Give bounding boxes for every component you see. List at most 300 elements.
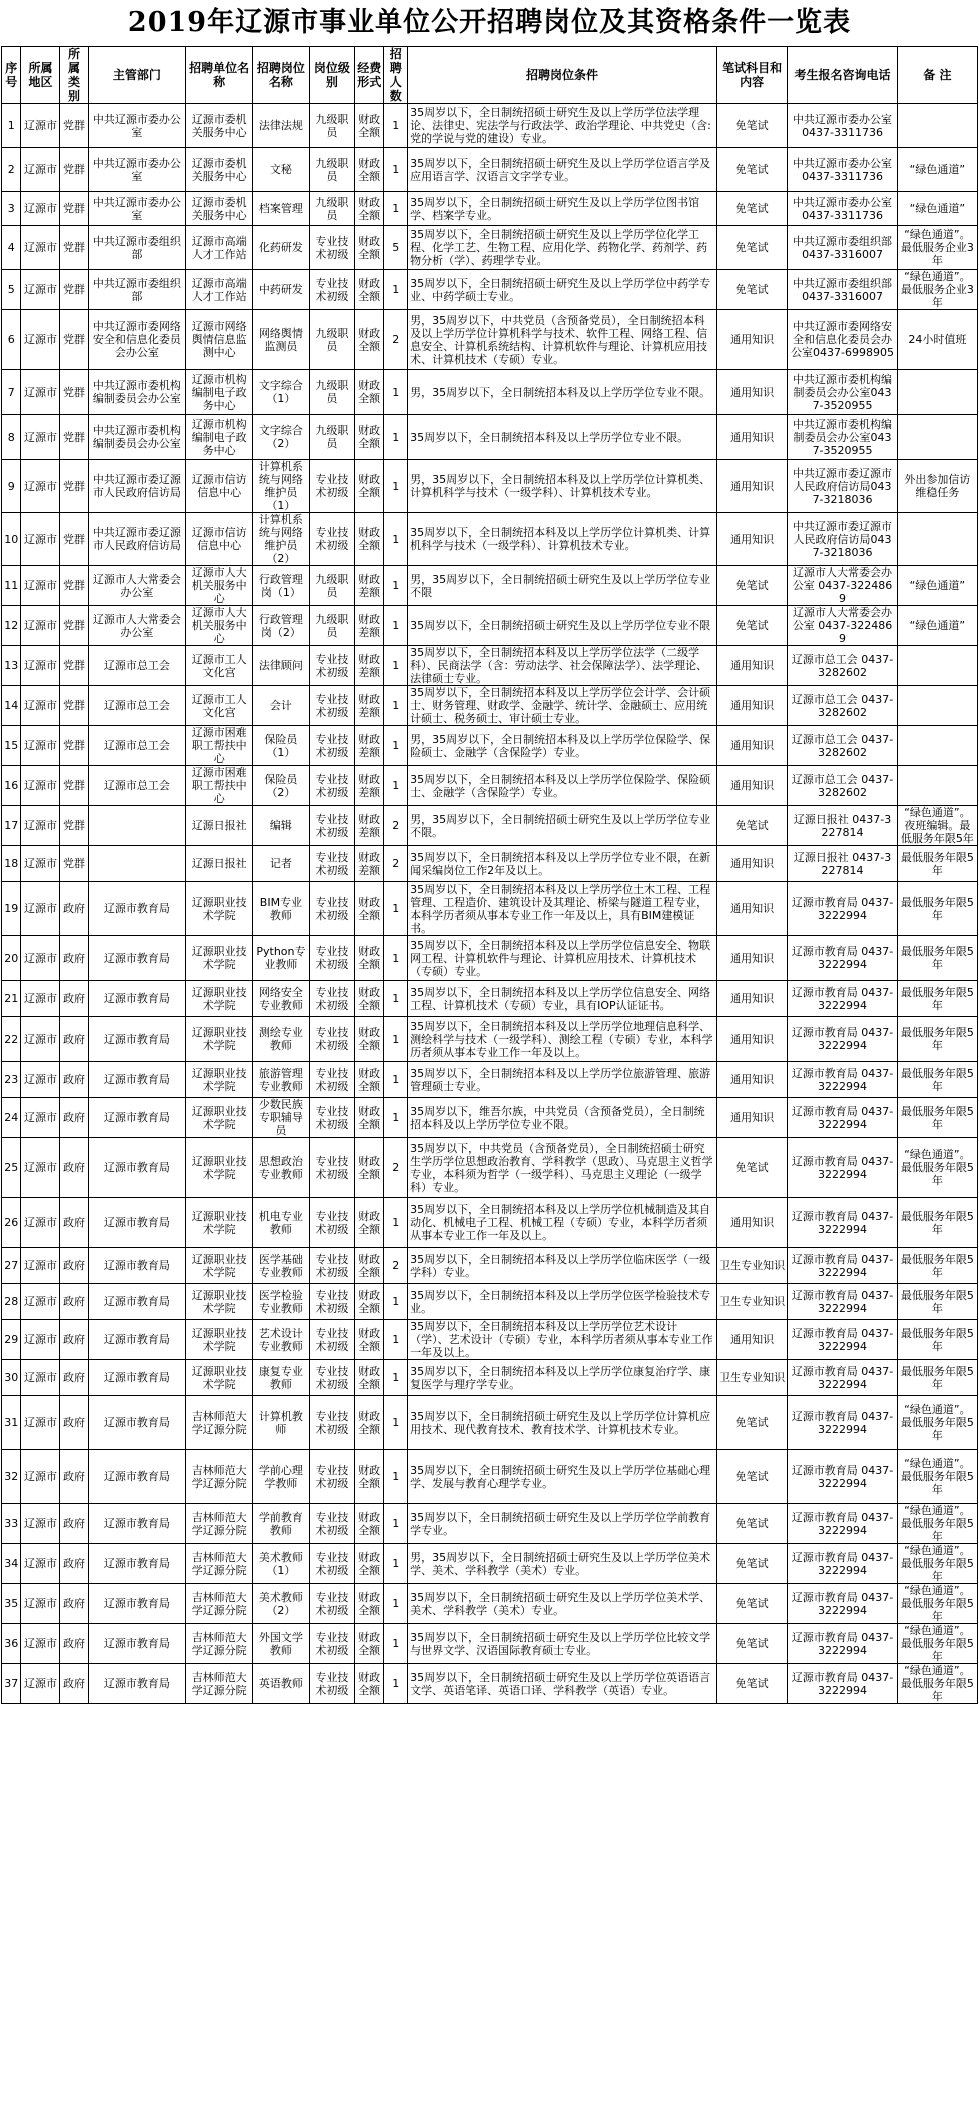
cell-level: 专业技术初级 <box>309 513 354 566</box>
cell-count: 1 <box>384 882 408 936</box>
cell-level: 专业技术初级 <box>309 726 354 766</box>
cell-seq: 32 <box>2 1450 21 1504</box>
cell-category: 政府 <box>60 882 88 936</box>
cell-unit: 辽源市委机关服务中心 <box>186 104 253 148</box>
cell-area: 辽源市 <box>21 1138 60 1198</box>
cell-level: 专业技术初级 <box>309 1584 354 1624</box>
cell-level: 九级职员 <box>309 415 354 460</box>
cell-department: 辽源市教育局 <box>88 1450 185 1504</box>
cell-unit: 辽源市人大机关服务中心 <box>186 566 253 606</box>
header-cell: 招聘岗位条件 <box>408 47 717 104</box>
cell-position: 计算机教师 <box>253 1396 309 1450</box>
cell-contact: 辽源市教育局 0437-3222994 <box>788 1584 897 1624</box>
cell-contact: 辽源市教育局 0437-3222994 <box>788 1098 897 1138</box>
cell-level: 专业技术初级 <box>309 1284 354 1320</box>
cell-conditions: 35周岁以下，全日制统招硕士研究生及以上学历学位图书馆学、档案学专业。 <box>408 192 717 226</box>
cell-level: 专业技术初级 <box>309 270 354 310</box>
cell-seq: 21 <box>2 981 21 1017</box>
cell-contact: 中共辽源市委组织部 0437-3316007 <box>788 226 897 270</box>
cell-position: 英语教师 <box>253 1664 309 1704</box>
cell-conditions: 男，35周岁以下，全日制统招硕士研究生及以上学历学位美术学、美术、学科教学（美术）专业。 <box>408 1544 717 1584</box>
job-table <box>1 46 978 1704</box>
cell-position: 康复专业教师 <box>253 1360 309 1396</box>
cell-count: 5 <box>384 226 408 270</box>
cell-department: 辽源市教育局 <box>88 981 185 1017</box>
cell-unit: 辽源职业技术学院 <box>186 1284 253 1320</box>
cell-unit: 辽源职业技术学院 <box>186 1248 253 1284</box>
cell-funding: 财政差额 <box>355 806 384 846</box>
cell-position: 少数民族专职辅导员 <box>253 1098 309 1138</box>
cell-conditions: 35周岁以下，全日制统招本科及以上学历学位艺术设计（学）、艺术设计（专硕）专业，本科学历者须从事本专业工作一年及以上。 <box>408 1320 717 1360</box>
cell-funding: 财政全额 <box>355 226 384 270</box>
cell-count: 1 <box>384 1396 408 1450</box>
cell-exam: 免笔试 <box>716 1138 787 1198</box>
cell-position: 记者 <box>253 846 309 882</box>
cell-count: 1 <box>384 1284 408 1320</box>
cell-exam: 免笔试 <box>716 1664 787 1704</box>
cell-count: 1 <box>384 606 408 646</box>
cell-department: 中共辽源市委网络安全和信息化委员会办公室 <box>88 310 185 370</box>
cell-area: 辽源市 <box>21 806 60 846</box>
cell-category: 党群 <box>60 148 88 192</box>
cell-conditions: 男，35周岁以下，全日制统招本科及以上学历学位专业不限。 <box>408 370 717 415</box>
cell-funding: 财政全额 <box>355 1544 384 1584</box>
cell-seq: 37 <box>2 1664 21 1704</box>
cell-remark: “绿色通道”。最低服务企业3年 <box>897 270 977 310</box>
cell-area: 辽源市 <box>21 646 60 686</box>
cell-level: 专业技术初级 <box>309 1098 354 1138</box>
cell-level: 专业技术初级 <box>309 1248 354 1284</box>
cell-conditions: 35周岁以下，全日制统招本科及以上学历学位地理信息科学、测绘科学与技术（一级学科）、测绘工程（专硕）专业，本科学历者须从事本专业工作一年及以上。 <box>408 1017 717 1062</box>
cell-contact: 中共辽源市委机构编制委员会办公室0437-3520955 <box>788 415 897 460</box>
cell-department: 辽源市教育局 <box>88 1624 185 1664</box>
cell-unit: 辽源职业技术学院 <box>186 882 253 936</box>
cell-area: 辽源市 <box>21 226 60 270</box>
cell-position: 行政管理岗（2） <box>253 606 309 646</box>
cell-contact: 辽源市教育局 0437-3222994 <box>788 1198 897 1248</box>
cell-conditions: 35周岁以下，全日制统招本科及以上学历学位信息安全、网络工程、计算机技术（专硕）专业，具有IOP认证证书。 <box>408 981 717 1017</box>
cell-area: 辽源市 <box>21 846 60 882</box>
cell-exam: 卫生专业知识 <box>716 1248 787 1284</box>
cell-category: 党群 <box>60 192 88 226</box>
cell-count: 2 <box>384 806 408 846</box>
cell-department: 辽源市人大常委会办公室 <box>88 566 185 606</box>
cell-position: 会计 <box>253 686 309 726</box>
cell-category: 党群 <box>60 846 88 882</box>
cell-seq: 36 <box>2 1624 21 1664</box>
cell-unit: 辽源职业技术学院 <box>186 1062 253 1098</box>
cell-position: Python专业教师 <box>253 936 309 981</box>
cell-category: 政府 <box>60 981 88 1017</box>
cell-area: 辽源市 <box>21 415 60 460</box>
cell-exam: 通用知识 <box>716 882 787 936</box>
cell-funding: 财政全额 <box>355 1017 384 1062</box>
cell-department <box>88 806 185 846</box>
cell-contact: 中共辽源市委网络安全和信息化委员会办公室0437-6998905 <box>788 310 897 370</box>
cell-unit: 辽源市网络舆情信息监测中心 <box>186 310 253 370</box>
cell-exam: 免笔试 <box>716 226 787 270</box>
header-cell: 考生报名咨询电话 <box>788 47 897 104</box>
cell-unit: 吉林师范大学辽源分院 <box>186 1504 253 1544</box>
cell-unit: 辽源市工人文化宫 <box>186 686 253 726</box>
cell-count: 1 <box>384 1017 408 1062</box>
cell-count: 1 <box>384 192 408 226</box>
cell-conditions: 35周岁以下，全日制统招本科及以上学历学位旅游管理、旅游管理硕士专业。 <box>408 1062 717 1098</box>
cell-category: 党群 <box>60 766 88 806</box>
cell-area: 辽源市 <box>21 1320 60 1360</box>
cell-contact: 中共辽源市委办公室0437-3311736 <box>788 148 897 192</box>
cell-area: 辽源市 <box>21 104 60 148</box>
cell-level: 九级职员 <box>309 104 354 148</box>
cell-position: 文字综合（1） <box>253 370 309 415</box>
cell-area: 辽源市 <box>21 936 60 981</box>
cell-level: 专业技术初级 <box>309 1198 354 1248</box>
cell-count: 1 <box>384 726 408 766</box>
table-row <box>2 1624 978 1664</box>
cell-unit: 辽源职业技术学院 <box>186 1198 253 1248</box>
cell-contact: 辽源市教育局 0437-3222994 <box>788 1624 897 1664</box>
cell-exam: 免笔试 <box>716 1504 787 1544</box>
cell-unit: 吉林师范大学辽源分院 <box>186 1624 253 1664</box>
cell-category: 政府 <box>60 1584 88 1624</box>
cell-unit: 辽源日报社 <box>186 846 253 882</box>
cell-remark: “绿色通道”。最低服务年限5年 <box>897 1544 977 1584</box>
cell-count: 1 <box>384 1544 408 1584</box>
cell-funding: 财政全额 <box>355 1504 384 1544</box>
cell-conditions: 男，35周岁以下，全日制统招本科及以上学历学位保险学、保险硕士、金融学（含保险学）专业。 <box>408 726 717 766</box>
cell-seq: 1 <box>2 104 21 148</box>
cell-department: 中共辽源市委办公室 <box>88 104 185 148</box>
cell-count: 2 <box>384 846 408 882</box>
cell-remark <box>897 766 977 806</box>
cell-remark: 最低服务年限5年 <box>897 1360 977 1396</box>
cell-funding: 财政差额 <box>355 606 384 646</box>
cell-area: 辽源市 <box>21 192 60 226</box>
cell-level: 专业技术初级 <box>309 226 354 270</box>
cell-conditions: 35周岁以下，全日制统招本科及以上学历学位机械制造及其自动化、机械电子工程、机械工程（专硕）专业，本科学历者须从事本专业工作一年及以上。 <box>408 1198 717 1248</box>
cell-conditions: 35周岁以下，全日制统招本科及以上学历学位会计学、会计硕士、财务管理、财政学、金融学、统计学、金融硕士、应用统计硕士、税务硕士、审计硕士专业。 <box>408 686 717 726</box>
cell-count: 1 <box>384 513 408 566</box>
cell-level: 九级职员 <box>309 606 354 646</box>
cell-department: 辽源市教育局 <box>88 1360 185 1396</box>
table-row <box>2 1584 978 1624</box>
cell-remark: “绿色通道”。最低服务年限5年 <box>897 1396 977 1450</box>
cell-contact: 辽源市总工会 0437-3282602 <box>788 766 897 806</box>
cell-remark: “绿色通道”。最低服务年限5年 <box>897 1138 977 1198</box>
cell-funding: 财政全额 <box>355 415 384 460</box>
cell-exam: 通用知识 <box>716 646 787 686</box>
table-row <box>2 1284 978 1320</box>
table-row <box>2 148 978 192</box>
cell-seq: 9 <box>2 460 21 513</box>
cell-contact: 辽源市教育局 0437-3222994 <box>788 981 897 1017</box>
cell-conditions: 35周岁以下，全日制统招本科及以上学历学位保险学、保险硕士、金融学（含保险学）专业。 <box>408 766 717 806</box>
cell-category: 党群 <box>60 646 88 686</box>
cell-conditions: 35周岁以下，全日制统招本科及以上学历学位法学（二级学科）、民商法学（含：劳动法学、社会保障法学）、法学理论、法律硕士专业。 <box>408 646 717 686</box>
table-row <box>2 1248 978 1284</box>
cell-exam: 免笔试 <box>716 1396 787 1450</box>
cell-position: 机电专业教师 <box>253 1198 309 1248</box>
cell-unit: 辽源职业技术学院 <box>186 1360 253 1396</box>
cell-unit: 辽源市工人文化宫 <box>186 646 253 686</box>
header-cell: 序号 <box>2 47 21 104</box>
cell-department: 辽源市人大常委会办公室 <box>88 606 185 646</box>
cell-exam: 通用知识 <box>716 686 787 726</box>
cell-level: 专业技术初级 <box>309 1360 354 1396</box>
cell-category: 政府 <box>60 1624 88 1664</box>
cell-remark: 最低服务年限5年 <box>897 1320 977 1360</box>
cell-funding: 财政差额 <box>355 686 384 726</box>
table-row <box>2 686 978 726</box>
cell-count: 1 <box>384 148 408 192</box>
cell-seq: 10 <box>2 513 21 566</box>
cell-department: 辽源市总工会 <box>88 646 185 686</box>
cell-seq: 4 <box>2 226 21 270</box>
cell-department: 辽源市教育局 <box>88 882 185 936</box>
cell-exam: 卫生专业知识 <box>716 1284 787 1320</box>
cell-conditions: 35周岁以下，全日制统招硕士研究生及以上学历学位语言学及应用语言学、汉语言文字学专业。 <box>408 148 717 192</box>
cell-conditions: 35周岁以下，全日制统招本科及以上学历学位计算机类、计算机科学与技术（一级学科）、计算机技术专业。 <box>408 513 717 566</box>
cell-contact: 中共辽源市委组织部 0437-3316007 <box>788 270 897 310</box>
cell-seq: 2 <box>2 148 21 192</box>
cell-conditions: 35周岁以下，全日制统招硕士研究生及以上学历学位法学理论、法律史、宪法学与行政法学、政治学理论、中共党史（含:党的学说与党的建设）专业。 <box>408 104 717 148</box>
cell-position: 计算机系统与网络维护员（1） <box>253 460 309 513</box>
cell-category: 党群 <box>60 310 88 370</box>
cell-remark <box>897 513 977 566</box>
cell-count: 1 <box>384 1062 408 1098</box>
cell-contact: 辽源市教育局 0437-3222994 <box>788 1138 897 1198</box>
cell-department: 辽源市总工会 <box>88 766 185 806</box>
cell-exam: 通用知识 <box>716 981 787 1017</box>
cell-area: 辽源市 <box>21 766 60 806</box>
cell-unit: 辽源职业技术学院 <box>186 1320 253 1360</box>
cell-remark <box>897 104 977 148</box>
header-cell: 主管部门 <box>88 47 185 104</box>
cell-area: 辽源市 <box>21 1098 60 1138</box>
cell-funding: 财政全额 <box>355 1098 384 1138</box>
cell-position: 医学检验专业教师 <box>253 1284 309 1320</box>
cell-level: 九级职员 <box>309 370 354 415</box>
cell-remark: 最低服务年限5年 <box>897 1098 977 1138</box>
cell-unit: 辽源市机构编制电子政务中心 <box>186 370 253 415</box>
cell-remark: 最低服务年限5年 <box>897 1248 977 1284</box>
cell-funding: 财政全额 <box>355 1396 384 1450</box>
cell-department: 中共辽源市委办公室 <box>88 192 185 226</box>
cell-level: 专业技术初级 <box>309 766 354 806</box>
cell-remark: “绿色通道” <box>897 566 977 606</box>
cell-area: 辽源市 <box>21 1062 60 1098</box>
cell-department: 中共辽源市委辽源市人民政府信访局 <box>88 513 185 566</box>
cell-department: 辽源市教育局 <box>88 1198 185 1248</box>
cell-position: 法律顾问 <box>253 646 309 686</box>
cell-position: 档案管理 <box>253 192 309 226</box>
cell-level: 专业技术初级 <box>309 1017 354 1062</box>
cell-position: 文字综合（2） <box>253 415 309 460</box>
cell-seq: 12 <box>2 606 21 646</box>
cell-area: 辽源市 <box>21 1017 60 1062</box>
cell-seq: 17 <box>2 806 21 846</box>
cell-funding: 财政全额 <box>355 1360 384 1396</box>
cell-exam: 通用知识 <box>716 1198 787 1248</box>
cell-exam: 免笔试 <box>716 148 787 192</box>
cell-department: 辽源市教育局 <box>88 1248 185 1284</box>
cell-conditions: 35周岁以下，全日制统招本科及以上学历学位专业不限。 <box>408 415 717 460</box>
cell-department: 中共辽源市委组织部 <box>88 270 185 310</box>
cell-conditions: 35周岁以下，全日制统招硕士研究生及以上学历学位学前教育学专业。 <box>408 1504 717 1544</box>
cell-remark <box>897 726 977 766</box>
cell-seq: 26 <box>2 1198 21 1248</box>
cell-level: 专业技术初级 <box>309 646 354 686</box>
cell-seq: 11 <box>2 566 21 606</box>
cell-unit: 吉林师范大学辽源分院 <box>186 1664 253 1704</box>
cell-count: 1 <box>384 766 408 806</box>
cell-exam: 免笔试 <box>716 1584 787 1624</box>
cell-seq: 19 <box>2 882 21 936</box>
cell-level: 专业技术初级 <box>309 1062 354 1098</box>
cell-seq: 24 <box>2 1098 21 1138</box>
cell-contact: 辽源市总工会 0437-3282602 <box>788 726 897 766</box>
cell-exam: 免笔试 <box>716 270 787 310</box>
cell-count: 2 <box>384 1138 408 1198</box>
table-row <box>2 192 978 226</box>
cell-seq: 35 <box>2 1584 21 1624</box>
header-cell: 经费形式 <box>355 47 384 104</box>
cell-count: 1 <box>384 646 408 686</box>
cell-category: 政府 <box>60 1062 88 1098</box>
table-row <box>2 415 978 460</box>
cell-seq: 31 <box>2 1396 21 1450</box>
cell-area: 辽源市 <box>21 513 60 566</box>
cell-count: 1 <box>384 1504 408 1544</box>
cell-category: 党群 <box>60 686 88 726</box>
cell-exam: 通用知识 <box>716 1320 787 1360</box>
cell-seq: 23 <box>2 1062 21 1098</box>
cell-level: 九级职员 <box>309 566 354 606</box>
cell-area: 辽源市 <box>21 1664 60 1704</box>
table-row <box>2 1062 978 1098</box>
cell-department: 辽源市教育局 <box>88 936 185 981</box>
cell-conditions: 35周岁以下，全日制统招硕士研究生及以上学历学位比较文学与世界文学、汉语国际教育硕士专业。 <box>408 1624 717 1664</box>
cell-funding: 财政差额 <box>355 646 384 686</box>
cell-level: 专业技术初级 <box>309 686 354 726</box>
cell-exam: 通用知识 <box>716 310 787 370</box>
cell-contact: 辽源市教育局 0437-3222994 <box>788 1664 897 1704</box>
cell-area: 辽源市 <box>21 270 60 310</box>
cell-funding: 财政差额 <box>355 566 384 606</box>
cell-count: 1 <box>384 566 408 606</box>
cell-department: 中共辽源市委组织部 <box>88 226 185 270</box>
cell-exam: 免笔试 <box>716 1450 787 1504</box>
cell-position: 保险员（1） <box>253 726 309 766</box>
cell-count: 1 <box>384 686 408 726</box>
cell-conditions: 35周岁以下，全日制统招本科及以上学历学位信息安全、物联网工程、计算机软件与理论、计算机应用技术、计算机技术（专硕）专业。 <box>408 936 717 981</box>
table-row <box>2 566 978 606</box>
cell-exam: 通用知识 <box>716 766 787 806</box>
table-row <box>2 1360 978 1396</box>
cell-count: 2 <box>384 310 408 370</box>
cell-department: 辽源市教育局 <box>88 1664 185 1704</box>
cell-remark: 最低服务年限5年 <box>897 981 977 1017</box>
cell-position: 保险员（2） <box>253 766 309 806</box>
cell-conditions: 35周岁以下，全日制统招硕士研究生及以上学历学位基础心理学、发展与教育心理学专业。 <box>408 1450 717 1504</box>
cell-position: BIM专业教师 <box>253 882 309 936</box>
cell-funding: 财政全额 <box>355 370 384 415</box>
header-cell: 备 注 <box>897 47 977 104</box>
cell-unit: 辽源职业技术学院 <box>186 936 253 981</box>
cell-area: 辽源市 <box>21 310 60 370</box>
cell-contact: 辽源市教育局 0437-3222994 <box>788 1360 897 1396</box>
cell-level: 九级职员 <box>309 310 354 370</box>
cell-remark: “绿色通道” <box>897 192 977 226</box>
cell-unit: 辽源市信访信息中心 <box>186 513 253 566</box>
cell-conditions: 35周岁以下，中共党员（含预备党员），全日制统招硕士研究生学历学位思想政治教育、学科教学（思政）、马克思主义哲学专业，本科须为哲学（一级学科）、马克思主义理论（一级学科）专业。 <box>408 1138 717 1198</box>
cell-seq: 29 <box>2 1320 21 1360</box>
table-row <box>2 846 978 882</box>
cell-funding: 财政全额 <box>355 1450 384 1504</box>
cell-level: 专业技术初级 <box>309 460 354 513</box>
table-row <box>2 981 978 1017</box>
cell-position: 美术教师（1） <box>253 1544 309 1584</box>
cell-conditions: 35周岁以下，全日制统招硕士研究生及以上学历学位英语语言文学、英语笔译、英语口译、学科教学（英语）专业。 <box>408 1664 717 1704</box>
cell-category: 党群 <box>60 270 88 310</box>
cell-count: 1 <box>384 1584 408 1624</box>
cell-department: 辽源市教育局 <box>88 1062 185 1098</box>
cell-exam: 免笔试 <box>716 1544 787 1584</box>
cell-exam: 卫生专业知识 <box>716 1360 787 1396</box>
cell-conditions: 35周岁以下，全日制统招本科及以上学历学位医学检验技术专业。 <box>408 1284 717 1320</box>
cell-seq: 8 <box>2 415 21 460</box>
cell-area: 辽源市 <box>21 370 60 415</box>
cell-position: 计算机系统与网络维护员（2） <box>253 513 309 566</box>
cell-area: 辽源市 <box>21 1248 60 1284</box>
cell-count: 1 <box>384 1098 408 1138</box>
cell-unit: 辽源市困难职工帮扶中心 <box>186 766 253 806</box>
cell-count: 1 <box>384 981 408 1017</box>
cell-unit: 辽源市委机关服务中心 <box>186 148 253 192</box>
cell-category: 政府 <box>60 1017 88 1062</box>
cell-level: 九级职员 <box>309 148 354 192</box>
cell-category: 政府 <box>60 1544 88 1584</box>
cell-category: 政府 <box>60 1320 88 1360</box>
cell-unit: 辽源市困难职工帮扶中心 <box>186 726 253 766</box>
cell-conditions: 35周岁以下，维吾尔族，中共党员（含预备党员），全日制统招本科及以上学历学位专业不限。 <box>408 1098 717 1138</box>
cell-funding: 财政全额 <box>355 1284 384 1320</box>
cell-funding: 财政全额 <box>355 310 384 370</box>
cell-count: 1 <box>384 270 408 310</box>
cell-remark: 最低服务年限5年 <box>897 1062 977 1098</box>
cell-category: 政府 <box>60 936 88 981</box>
table-row <box>2 882 978 936</box>
cell-level: 专业技术初级 <box>309 1504 354 1544</box>
cell-contact: 辽源日报社 0437-3227814 <box>788 846 897 882</box>
cell-level: 九级职员 <box>309 192 354 226</box>
cell-unit: 辽源日报社 <box>186 806 253 846</box>
cell-department: 辽源市教育局 <box>88 1320 185 1360</box>
cell-category: 党群 <box>60 460 88 513</box>
cell-department: 中共辽源市委机构编制委员会办公室 <box>88 415 185 460</box>
cell-remark: 最低服务年限5年 <box>897 1284 977 1320</box>
table-row <box>2 1098 978 1138</box>
cell-conditions: 男，35周岁以下，全日制统招本科及以上学历学位计算机类、计算机科学与技术（一级学科）、计算机技术专业。 <box>408 460 717 513</box>
cell-position: 医学基础专业教师 <box>253 1248 309 1284</box>
cell-level: 专业技术初级 <box>309 1138 354 1198</box>
cell-contact: 中共辽源市委办公室0437-3311736 <box>788 192 897 226</box>
cell-contact: 辽源市总工会 0437-3282602 <box>788 686 897 726</box>
cell-area: 辽源市 <box>21 1360 60 1396</box>
cell-unit: 辽源市人大机关服务中心 <box>186 606 253 646</box>
cell-count: 1 <box>384 1198 408 1248</box>
cell-remark: 最低服务年限5年 <box>897 1017 977 1062</box>
